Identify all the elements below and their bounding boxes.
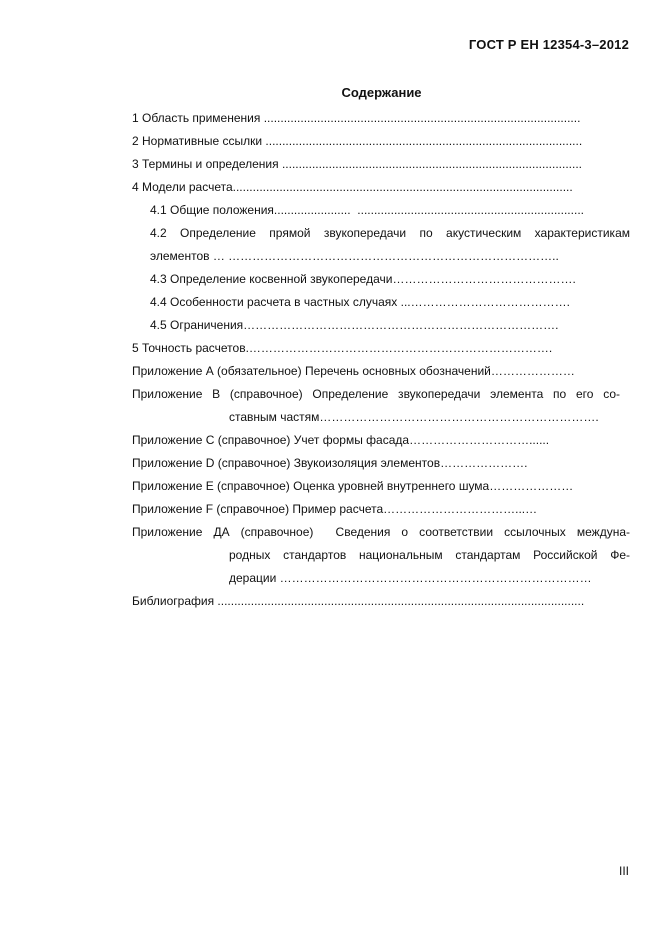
toc-entry-annex-c: Приложение С (справочное) Учет формы фасада…………………………...... <box>132 433 550 447</box>
toc-entry-special-cases: 4.4 Особенности расчета в частных случаях ...…………………………………. <box>150 295 570 309</box>
toc-entry-annex-d: Приложение D (справочное) Звукоизоляция элементов…………………. <box>132 456 528 470</box>
toc-entry-annex-b-cont: ставным частям……………………………………………………………. <box>229 410 599 424</box>
toc-entry-annex-da-cont2: дерации …………………………………………………………………… <box>229 571 592 585</box>
toc-entry-calculation-models: 4 Модели расчета...................................................................................................... <box>132 180 573 194</box>
toc-entry-annex-e: Приложение Е (справочное) Оценка уровней внутреннего шума………………… <box>132 479 574 493</box>
toc-entry-general-provisions: 4.1 Общие положения....................... .................................................................... <box>150 203 584 217</box>
toc-title: Содержание <box>341 85 422 100</box>
toc-entry-annex-f: Приложение F (справочное) Пример расчета……………………………...… <box>132 502 538 516</box>
toc-entry-annex-a: Приложение А (обязательное) Перечень основных обозначений………………… <box>132 364 575 378</box>
page-number: III <box>618 864 629 878</box>
toc-entry-normative-references: 2 Нормативные ссылки ............................................................................................... <box>132 134 583 148</box>
toc-entry-direct-transmission-cont: элементов … ……………………………………………………………………….. <box>150 249 559 263</box>
toc-entry-annex-b: Приложение В (справочное) Определение звукопередачи элемента по его со- <box>132 387 620 401</box>
toc-entry-flanking-transmission: 4.3 Определение косвенной звукопередачи………………………………………. <box>150 272 576 286</box>
toc-entry-scope: 1 Область применения ............................................................................................... <box>132 111 581 125</box>
toc-entry-terms-definitions: 3 Термины и определения .......................................................................................... <box>132 157 583 171</box>
document-header-code: ГОСТ Р ЕН 12354-3–2012 <box>468 37 629 52</box>
toc-entry-annex-da-cont: родных стандартов национальным стандартам Российской Фе- <box>229 548 630 562</box>
toc-entry-accuracy: 5 Точность расчетов.…………………………………………………………………. <box>132 341 553 355</box>
toc-entry-direct-transmission: 4.2 Определение прямой звукопередачи по акустическим характеристикам <box>150 226 630 240</box>
toc-entry-annex-da: Приложение ДА (справочное) Сведения о соответствии ссылочных междуна- <box>132 525 630 539</box>
toc-entry-limitations: 4.5 Ограничения……………………………………………………………………. <box>150 318 559 332</box>
toc-entry-bibliography: Библиография .............................................................................................................. <box>132 594 585 608</box>
